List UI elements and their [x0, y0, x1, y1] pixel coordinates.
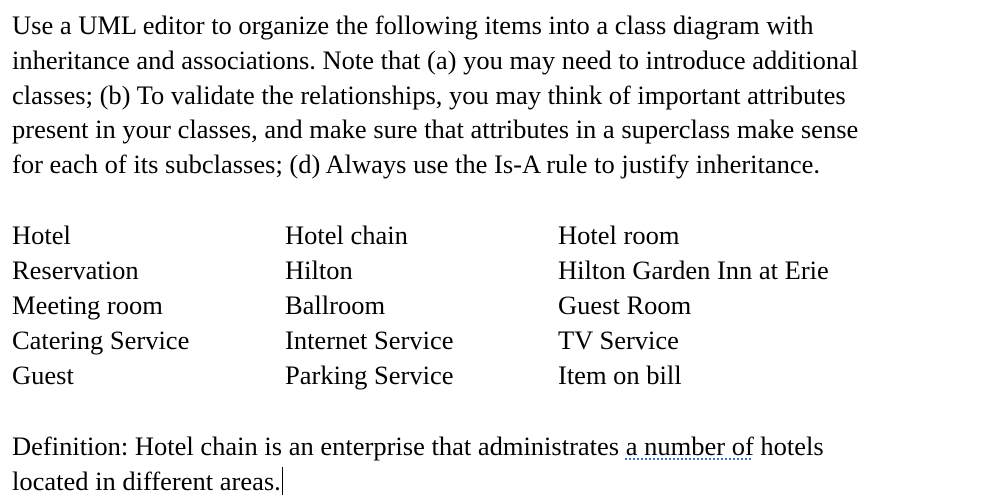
item-hilton: Hilton	[285, 254, 353, 285]
item-parking-service: Parking Service	[285, 359, 454, 390]
item-hotel-room: Hotel room	[558, 219, 680, 250]
instructions-paragraph	[12, 8, 977, 182]
item-hotel-chain: Hotel chain	[285, 219, 408, 250]
text-cursor	[282, 467, 284, 495]
instructions-line: present in your classes, and make sure that attributes in a superclass make sense	[12, 114, 859, 145]
instructions-line: classes; (b) To validate the relationships, you may think of important attributes	[12, 79, 846, 110]
item-guest: Guest	[12, 359, 74, 390]
item-catering-service: Catering Service	[12, 324, 190, 355]
item-guest-room: Guest Room	[558, 289, 692, 320]
grammar-flagged-text[interactable]: a number of	[625, 430, 754, 461]
items-list	[12, 218, 977, 393]
item-meeting-room: Meeting room	[12, 289, 163, 320]
document-body[interactable]	[12, 0, 977, 499]
item-tv-service: TV Service	[558, 324, 679, 355]
definition-text: located in different areas.	[12, 465, 281, 496]
instructions-line: inheritance and associations. Note that (a) you may need to introduce additional	[12, 44, 859, 75]
instructions-line: Use a UML editor to organize the following items into a class diagram with	[12, 10, 814, 40]
definition-line-1	[12, 429, 977, 464]
item-hilton-garden-inn: Hilton Garden Inn at Erie	[558, 254, 829, 285]
definition-text: Definition: Hotel chain is an enterprise that administrates	[12, 430, 626, 461]
item-ballroom: Ballroom	[285, 289, 386, 320]
item-hotel: Hotel	[12, 219, 71, 250]
definition-paragraph	[12, 429, 977, 499]
instructions-line: for each of its subclasses; (d) Always use the Is-A rule to justify inheritance.	[12, 149, 821, 180]
item-item-on-bill: Item on bill	[558, 359, 682, 390]
item-internet-service: Internet Service	[285, 324, 454, 355]
definition-line-2	[12, 464, 977, 499]
item-reservation: Reservation	[12, 254, 139, 285]
definition-text: hotels	[753, 430, 824, 461]
